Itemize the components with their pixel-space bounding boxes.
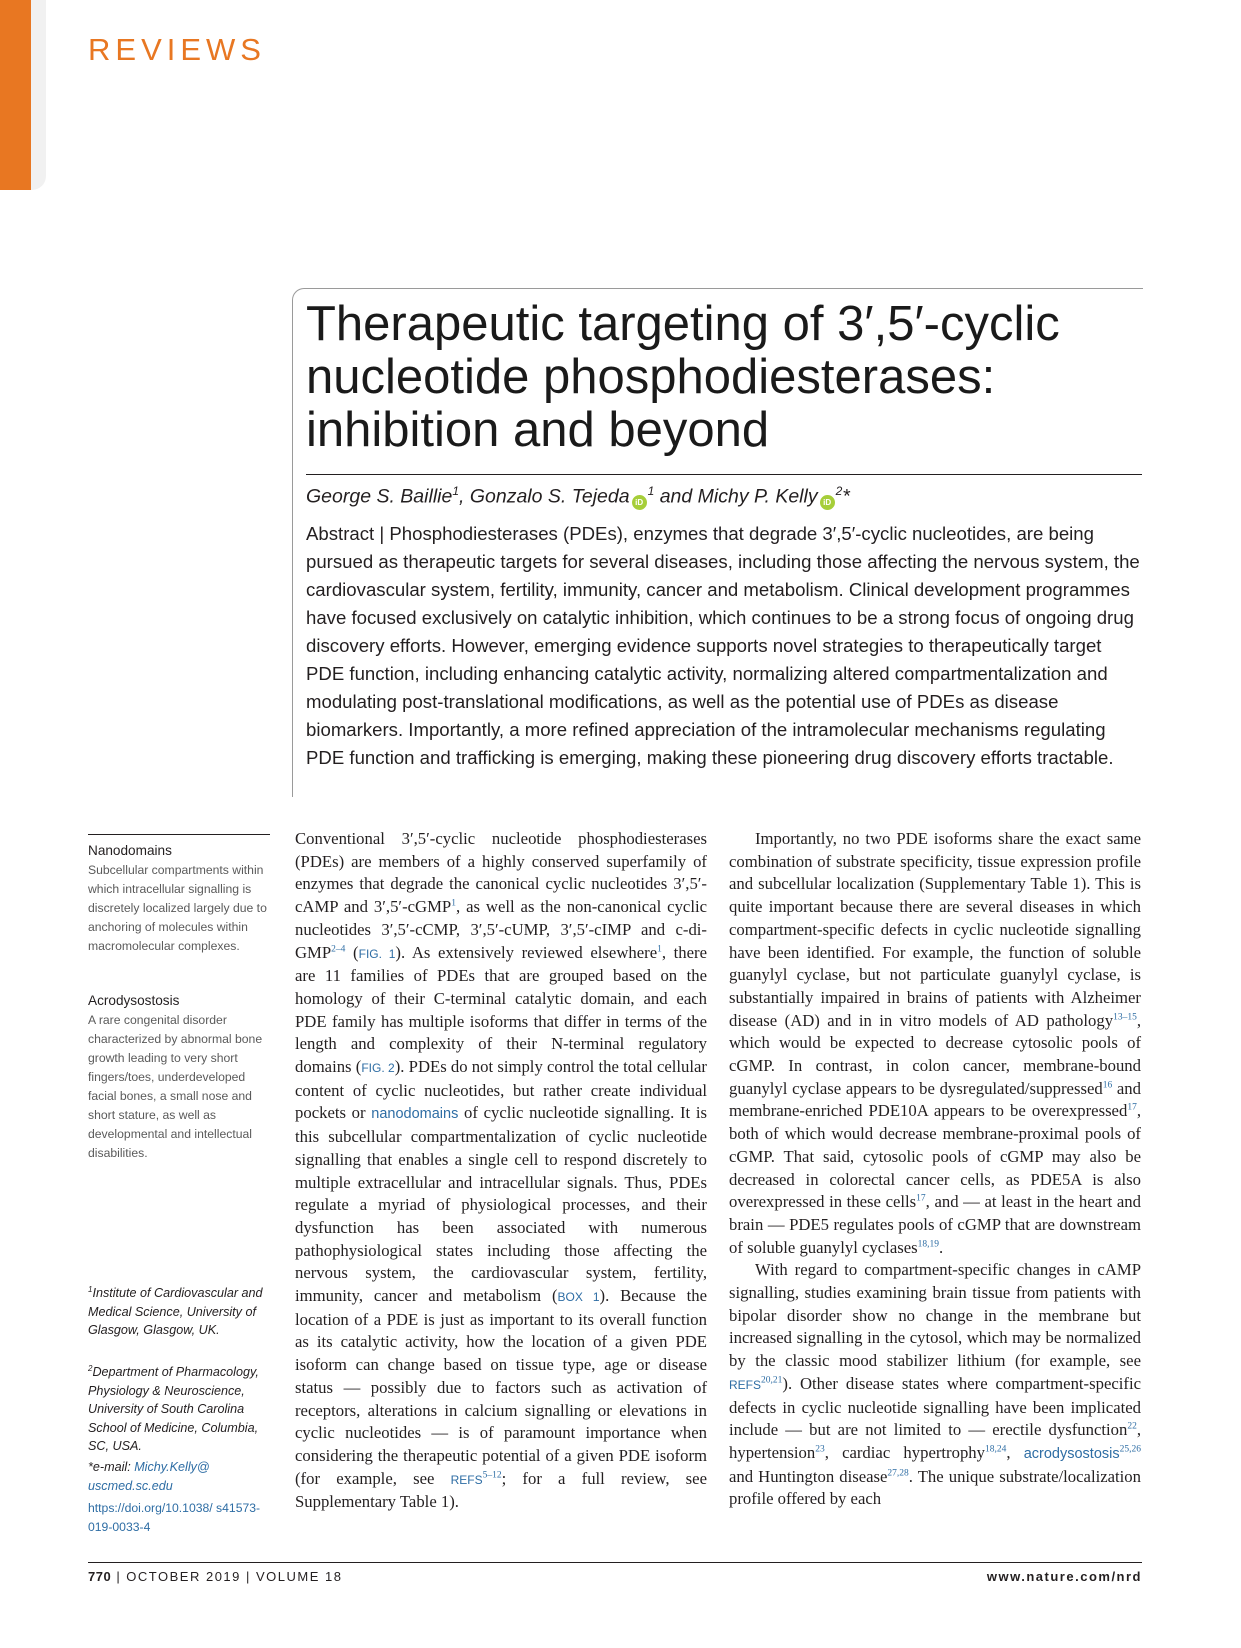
box-link[interactable]: BOX 1 — [557, 1290, 600, 1305]
citation-link[interactable]: 22 — [1127, 1421, 1137, 1432]
article-title: Therapeutic targeting of 3′,5′-cyclic nucleotide phosphodiesterases: inhibition and beyond — [306, 297, 1060, 457]
page-number: 770 — [88, 1569, 112, 1584]
affiliation-text: Institute of Cardiovascular and Medical Science, University of Glasgow, Glasgow, UK. — [88, 1286, 263, 1338]
author-affiliation-mark: 1 — [647, 484, 655, 498]
glossary-link[interactable]: acrodysostosis — [1023, 1445, 1120, 1462]
section-label: REVIEWS — [88, 32, 266, 67]
citation-link[interactable]: 27,28 — [887, 1468, 909, 1479]
footer-divider — [88, 1562, 1142, 1563]
body-paragraph: Importantly, no two PDE isoforms share the exact same combination of substrate specificity, tissue expression profile and subcellular localization (Supplementary Table 1). This is quite important because there are several diseases in which compartment-specific defects in cyclic nucleotide signalling have been identified. For example, the function of soluble guanylyl cyclase, but not particulate guanylyl cyclase, is substantially impaired in brains of patients with Alzheimer disease (AD) and in in vitro models of AD pathology$^{13-15}$, which would be expected to decrease cytosolic pools of cGMP. In contrast, in colon cancer, membrane-bound guanylyl cyclase appears to be dysregulated/suppressed$^{16}$ and membrane-enriched PDE10A appears to be overexpressed$^{17}$, both of which would decrease membrane-proximal pools of cGMP. That said, cytosolic pools of cGMP may also be decreased in colorectal cancer cells, as PDE5A is also overexpressed in these cells$^{17}$, and — at least in the heart and brain — PDE5 regulates pools of cGMP that are downstream of soluble guanylyl cyclases$^{18,19}$. — [729, 829, 1141, 1257]
author-list — [306, 484, 1142, 510]
journal-url[interactable]: www.nature.com/nrd — [986, 1569, 1142, 1584]
citation-link[interactable]: 18,24 — [984, 1444, 1007, 1455]
glossary-term: Acrodysostosis — [88, 993, 180, 1008]
refs-link[interactable]: REFS — [450, 1472, 483, 1487]
affiliation — [88, 1360, 278, 1456]
abstract: Abstract | Phosphodiesterases (PDEs), enzymes that degrade 3′,5′-cyclic nucleotides, are being pursued as therapeutic targets for several diseases, including those affecting the nervous system, the cardiovascular system, fertility, immunity, cancer and metabolism. Clinical development programmes have focused exclusively on catalytic inhibition, which continues to be a strong focus of ongoing drug discovery efforts. However, emerging evidence supports novel strategies to therapeutically target PDE function, including enhancing catalytic activity, normalizing altered compartmentalization and modulating post-translational modifications, as well as the potential use of PDEs as disease biomarkers. Importantly, a more refined appreciation of the intramolecular mechanisms regulating PDE function and trafficking is emerging, making these pioneering drug discovery efforts tractable. — [306, 523, 1140, 768]
author-affiliation-mark: 1 — [452, 484, 460, 498]
glossary-term: Nanodomains — [88, 843, 172, 858]
body-paragraph: With regard to compartment-specific changes in cAMP signalling, studies examining brain tissue from patients with bipolar disorder show no change in the membrane but increased signalling in the cytosol, which may be normalized by the classic mood stabilizer lithium (for example, see REFS$^{20,21}$). Other disease states where compartment-specific defects in cyclic nucleotide signalling have been implicated include — but are not limited to — erectile dysfunction$^{22}$, hypertension$^{23}$, cardiac hypertrophy$^{18,24}$, acrodysostosis$^{25,26}$ and Huntington disease$^{27,28}$. The unique substrate/localization profile offered by each — [729, 1260, 1141, 1509]
affiliation-number: 1 — [88, 1285, 93, 1294]
citation-link[interactable]: 1 — [451, 898, 456, 909]
section-color-bar-shade — [31, 0, 46, 190]
glossary-link[interactable]: nanodomains — [371, 1106, 459, 1123]
issue-date: | OCTOBER 2019 | VOLUME 18 — [111, 1569, 343, 1584]
section-color-bar — [0, 0, 31, 190]
citation-link[interactable]: 1 — [657, 943, 662, 954]
orcid-icon[interactable]: iD — [632, 495, 647, 510]
author-separator: and — [654, 485, 698, 508]
author-name[interactable]: George S. Baillie — [306, 485, 453, 508]
figure-link[interactable]: FIG. 1 — [358, 946, 396, 961]
citation-link[interactable]: 13–15 — [1113, 1012, 1137, 1023]
citation-link[interactable]: 20,21 — [761, 1375, 783, 1386]
author-separator: , — [459, 485, 470, 508]
email-label: *e-mail: — [88, 1460, 135, 1474]
citation-link[interactable]: 25,26 — [1119, 1444, 1141, 1455]
citation-link[interactable]: 16 — [1102, 1080, 1113, 1091]
footer-issue-info — [88, 1569, 342, 1584]
body-column-right — [729, 828, 1141, 1511]
orcid-icon[interactable]: iD — [820, 495, 835, 510]
refs-link[interactable]: REFS — [729, 1377, 762, 1392]
citation-link[interactable]: 2–4 — [331, 943, 346, 954]
affiliation-text: Department of Pharmacology, Physiology & Neuroscience, University of South Carolina School of Medicine, Columbia, SC, USA. — [88, 1365, 259, 1454]
citation-link[interactable]: 17 — [916, 1193, 926, 1204]
margin-divider — [88, 834, 270, 835]
body-paragraph: Conventional 3′,5′-cyclic nucleotide phosphodiesterases (PDEs) are members of a highly conserved superfamily of enzymes that degrade the canonical cyclic nucleotides 3′,5′-cAMP and 3′,5′-cGMP$^1$, as well as the non-canonical cyclic nucleotides 3′,5′-cCMP, 3′,5′-cUMP, 3′,5′-cIMP and c-di-GMP$^{2-4}$ (FIG. 1). As extensively reviewed elsewhere$^1$, there are 11 families of PDEs that are grouped based on the homology of their C-terminal catalytic domain, and each PDE family has multiple isoforms that differ in terms of the length and complexity of their N-terminal regulatory domains (FIG. 2). PDEs do not simply control the total cellular content of cyclic nucleotides, but rather create individual pockets or nanodomains of cyclic nucleotide signalling. It is this subcellular compartmentalization of cyclic nucleotide signalling that enables a single cell to respond discretely to multiple extracellular and intracellular signals. Thus, PDEs regulate a myriad of physiological processes, and their dysfunction has been associated with numerous pathophysiological states including those affecting the nervous system, the cardiovascular system, fertility, immunity, cancer and metabolism (BOX 1). Because the location of a PDE is just as important to its overall function as its catalytic activity, how the location of a given PDE isoform can change based on tissue type, age or disease status — possibly due to factors such as activation of receptors, alterations in calcium signalling or elevations in cyclic nucleotides — is of paramount importance when considering the therapeutic potential of a given PDE isoform (for example, see REFS$^{5-12}$; for a full review, see Supplementary Table 1). — [295, 829, 708, 1512]
glossary-entry — [88, 993, 276, 1163]
corresponding-author-mark: * — [842, 485, 850, 508]
citation-link[interactable]: 23 — [815, 1444, 825, 1455]
figure-link[interactable]: FIG. 2 — [361, 1061, 395, 1076]
correspondence-email — [88, 1458, 278, 1495]
doi-link[interactable]: https://doi.org/10.1038/ s41573-019-0033-4 — [88, 1501, 261, 1534]
email-link[interactable]: Michy.Kelly@ uscmed.sc.edu — [88, 1460, 210, 1493]
glossary-definition: Subcellular compartments within which intracellular signalling is discretely localized largely due to anchoring of molecules within macromolecular complexes. — [88, 863, 267, 953]
affiliation — [88, 1281, 278, 1340]
affiliation-number: 2 — [88, 1364, 93, 1373]
citation-link[interactable]: 5–12 — [482, 1470, 502, 1481]
title-divider — [306, 474, 1142, 475]
citation-link[interactable]: 18,19 — [917, 1239, 939, 1250]
author-name[interactable]: Gonzalo S. Tejeda — [469, 485, 630, 508]
citation-link[interactable]: 17 — [1127, 1102, 1137, 1113]
author-affiliation-mark: 2 — [835, 484, 843, 498]
glossary-definition: A rare congenital disorder characterized by abnormal bone growth leading to very short fingers/toes, underdeveloped facial bones, a small nose and short stature, as well as developmental and intellectual disabilities. — [88, 1013, 263, 1160]
author-name[interactable]: Michy P. Kelly — [697, 485, 818, 508]
body-column-left — [295, 828, 707, 1514]
glossary-entry — [88, 843, 276, 956]
